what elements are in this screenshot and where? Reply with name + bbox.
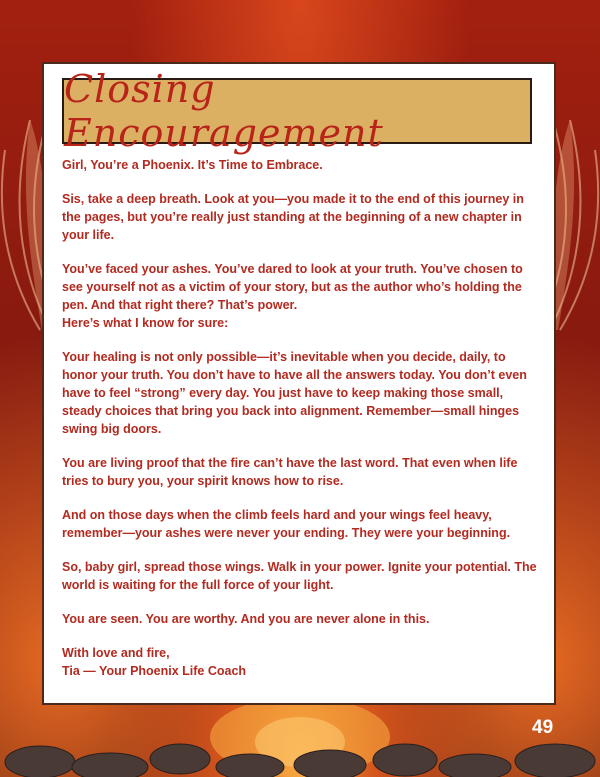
signature: Tia — Your Phoenix Life Coach	[62, 664, 247, 678]
paragraph: You are living proof that the fire can’t have the last word. That even when life tries to bury you, your spirit knows how to rise.	[62, 456, 518, 488]
content-panel	[42, 62, 556, 705]
paragraph: You’ve faced your ashes. You’ve dared to look at your truth. You’ve chosen to see yourself not as a victim of your story, but as the author who’s holding the pen. And that right there? That’s power.	[62, 262, 523, 312]
paragraph: So, baby girl, spread those wings. Walk in your power. Ignite your potential. The world is waiting for the full force of your light.	[62, 560, 537, 592]
signoff-line: With love and fire,	[62, 646, 170, 660]
paragraph: You are seen. You are worthy. And you are never alone in this.	[62, 612, 430, 626]
paragraph: Here’s what I know for sure:	[62, 316, 229, 330]
paragraph-heading: Girl, You’re a Phoenix. It’s Time to Embrace.	[62, 158, 323, 172]
paragraph: Sis, take a deep breath. Look at you—you made it to the end of this journey in the pages, but you’re really just standing at the beginning of a new chapter in your life.	[62, 192, 524, 242]
title-banner	[62, 67, 532, 155]
paragraph: Your healing is not only possible—it’s inevitable when you decide, daily, to honor your truth. You don’t have to have all the answers today. You don’t even have to feel “strong” every day. You just have to keep making those small, steady choices that bring you back into alignment. Remember—small hinges swing big doors.	[62, 350, 527, 436]
body-text	[62, 156, 540, 680]
page-number: 49	[532, 717, 554, 738]
page-title: Closing Encouragement	[64, 67, 384, 155]
paragraph: And on those days when the climb feels hard and your wings feel heavy, remember—your ashes were never your ending. They were your beginning.	[62, 508, 511, 540]
